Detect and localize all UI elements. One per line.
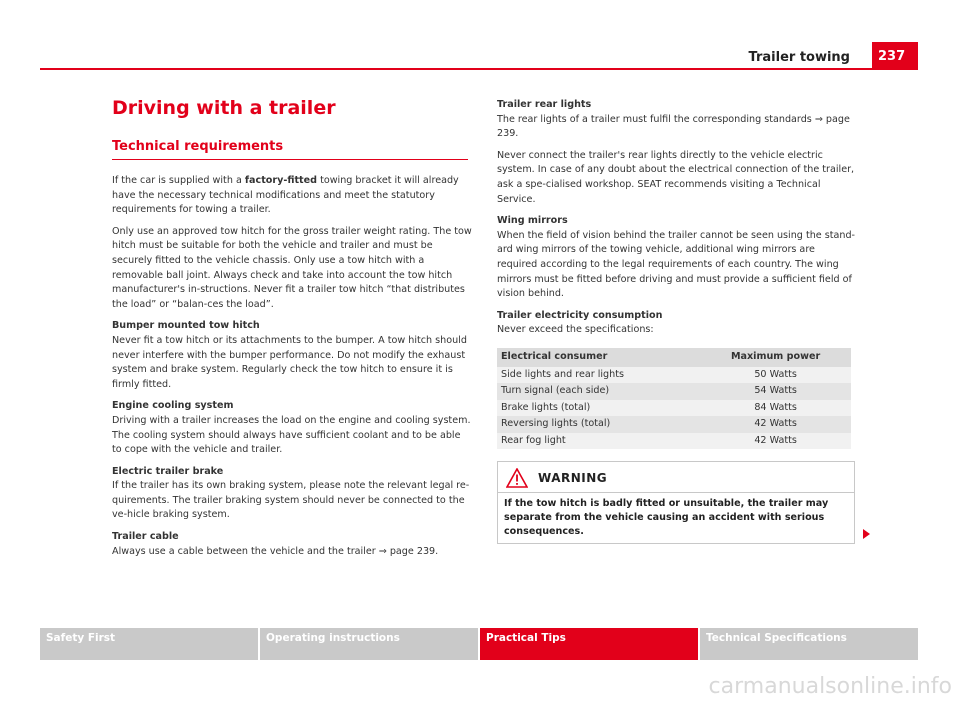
rear-lights-title: Trailer rear lights bbox=[497, 99, 592, 110]
cooling-title: Engine cooling system bbox=[112, 400, 234, 412]
table-header-row bbox=[497, 348, 851, 367]
warning-title: WARNING bbox=[538, 471, 608, 486]
bumper-hitch-title: Bumper mounted tow hitch bbox=[112, 320, 260, 332]
tow-hitch-paragraph: Only use an approved tow hitch for the gross trailer weight rating. The tow hitch must be suitable for both the vehicle and trailer and must be securely fitted to the vehicle chassis. Only use a tow hitch with a removable ball joint. Always check and take into account the tow hitch manufacturer's in-structions. Never fit a trailer tow hitch “that distributes the load” or “balan-ces the load”. bbox=[112, 225, 472, 310]
table-row bbox=[497, 416, 851, 433]
chapter-heading: Driving with a trailer bbox=[112, 97, 336, 119]
warning-triangle-icon bbox=[506, 468, 528, 488]
power-cell: 50 Watts bbox=[700, 367, 851, 384]
trailer-cable-title: Trailer cable bbox=[112, 531, 179, 543]
consumer-cell: Turn signal (each side) bbox=[497, 383, 700, 400]
table-row bbox=[497, 383, 851, 400]
wing-mirrors-text: When the field of vision behind the trailer cannot be seen using the stand-ard wing mirrors of the towing vehicle, additional wing mirrors are required according to the legal requirements of each country. The wing mirrors must be fitted before driving and must provide a sufficient field of vision behind. bbox=[497, 229, 856, 300]
warning-text: If the tow hitch is badly fitted or unsuitable, the trailer may separate from the vehicle causing an accident with serious consequences. bbox=[498, 492, 854, 543]
tab-practical-tips[interactable]: Practical Tips bbox=[480, 628, 700, 660]
warning-box bbox=[497, 461, 855, 544]
trailer-cable-text: Always use a cable between the vehicle and the trailer ⇒ page 239. bbox=[112, 545, 439, 557]
consumer-cell: Brake lights (total) bbox=[497, 400, 700, 417]
rear-lights-text: The rear lights of a trailer must fulfil the corresponding standards ⇒ page 239. bbox=[497, 113, 850, 140]
intro-text-end: towing bracket it will already have the necessary technical modifications and meet the statutory requirements for towing a trailer. bbox=[112, 175, 459, 216]
column-header: Electrical consumer bbox=[497, 348, 700, 367]
continue-arrow-icon bbox=[863, 529, 870, 539]
power-table bbox=[497, 348, 851, 450]
power-cell: 84 Watts bbox=[700, 400, 851, 417]
electricity-text: Never exceed the specifications: bbox=[497, 324, 654, 336]
header-divider bbox=[40, 68, 918, 70]
left-column bbox=[112, 96, 472, 566]
warning-header bbox=[498, 462, 854, 492]
intro-bold-term: factory-fitted bbox=[244, 175, 318, 186]
wing-mirrors-title: Wing mirrors bbox=[497, 215, 568, 227]
trailer-brake-text: If the trailer has its own braking system, please note the relevant legal re-quirements. The trailer braking system should never be connected to the ve-hicle braking system. bbox=[112, 480, 470, 521]
electricity-title: Trailer electricity consumption bbox=[497, 309, 663, 321]
tab-safety-first[interactable]: Safety First bbox=[40, 628, 260, 660]
power-cell: 42 Watts bbox=[700, 433, 851, 450]
power-cell: 54 Watts bbox=[700, 383, 851, 400]
trailer-brake-title: Electric trailer brake bbox=[112, 465, 224, 477]
right-column bbox=[497, 98, 855, 544]
section-title: Trailer towing bbox=[748, 50, 850, 65]
consumer-cell: Side lights and rear lights bbox=[497, 367, 700, 384]
intro-text-start: If the car is supplied with a bbox=[112, 175, 245, 186]
watermark: carmanualsonline.info bbox=[708, 674, 952, 699]
tab-technical-specifications[interactable]: Technical Specifications bbox=[700, 628, 918, 660]
page-number: 237 bbox=[872, 42, 918, 68]
rear-lights-text-2: Never connect the trailer's rear lights directly to the vehicle electric system. In case of any doubt about the electrical connection of the trailer, ask a spe-cialised workshop. SEAT recommends visiting a Technical Service. bbox=[497, 149, 855, 205]
consumer-cell: Reversing lights (total) bbox=[497, 416, 700, 433]
column-header: Maximum power bbox=[700, 348, 851, 367]
table-row bbox=[497, 367, 851, 384]
table-row bbox=[497, 433, 851, 450]
bumper-hitch-text: Never fit a tow hitch or its attachments to the bumper. A tow hitch should never interfere with the bumper performance. Do not modify the exhaust system and brake system. Regularly check the tow hitch to ensure it is firmly fitted. bbox=[112, 334, 467, 390]
consumer-cell: Rear fog light bbox=[497, 433, 700, 450]
table-row bbox=[497, 400, 851, 417]
chapter-tabs bbox=[40, 628, 918, 660]
tab-operating-instructions[interactable]: Operating instructions bbox=[260, 628, 480, 660]
section-heading: Technical requirements bbox=[112, 138, 468, 160]
intro-paragraph bbox=[112, 174, 472, 218]
cooling-text: Driving with a trailer increases the load on the engine and cooling system. The cooling system should always have sufficient coolant and to be able to cope with the vehicle and trailer. bbox=[112, 414, 471, 456]
power-cell: 42 Watts bbox=[700, 416, 851, 433]
